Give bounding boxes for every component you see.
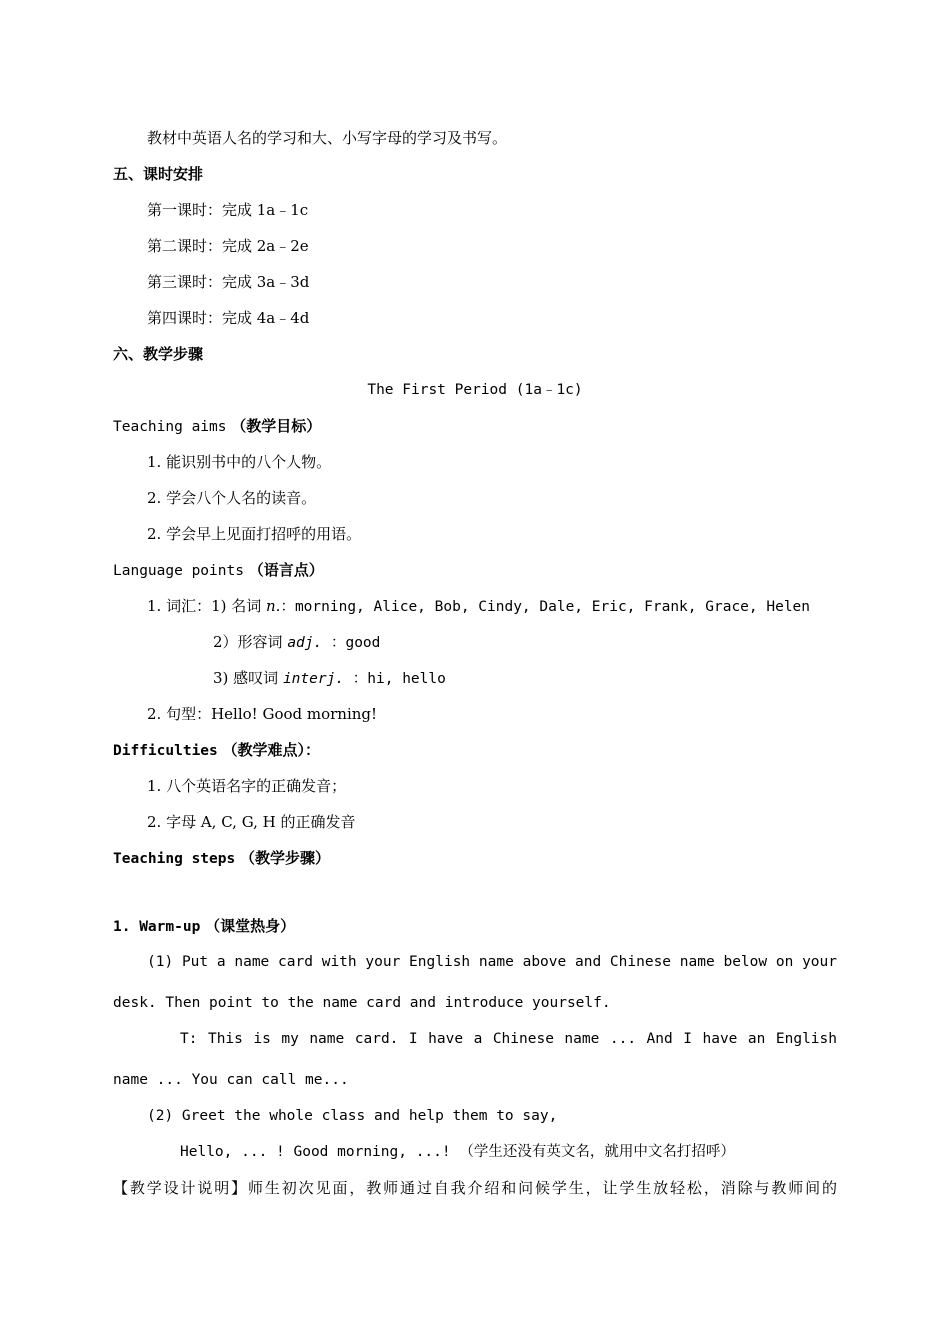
schedule-item-2: 第二课时：完成 2a﹣2e bbox=[147, 237, 309, 255]
warmup-teacher-line1: T: This is my name card. I have a Chinese name ... And I have an English bbox=[180, 1031, 837, 1047]
language-points-heading-cn: （语言点） bbox=[248, 561, 324, 579]
sentence-pattern: 2. 句型：Hello! Good morning! bbox=[147, 705, 378, 723]
aim-item-3: 2. 学会早上见面打招呼的用语。 bbox=[147, 525, 362, 543]
teaching-steps-heading-cn: （教学步骤） bbox=[240, 849, 331, 867]
teaching-steps-heading-en: Teaching steps bbox=[113, 851, 236, 867]
vocab-interj-line bbox=[213, 668, 446, 689]
section4-text: 教材中英语人名的学习和大、小写字母的学习及书写。 bbox=[147, 129, 508, 147]
schedule-item-1: 第一课时：完成 1a﹣1c bbox=[147, 201, 309, 219]
aim-item-2: 2. 学会八个人名的读音。 bbox=[147, 489, 317, 507]
section5-heading: 五、课时安排 bbox=[113, 165, 204, 183]
teaching-aims-heading-cn: （教学目标） bbox=[231, 417, 322, 435]
vocab-prefix: 1. 词汇：1) 名词 bbox=[147, 597, 267, 615]
adj-words: ：good bbox=[322, 635, 381, 651]
language-points-heading-en: Language points bbox=[113, 563, 244, 579]
warmup-heading-cn: （课堂热身） bbox=[205, 917, 296, 935]
vocab-noun-line bbox=[147, 596, 810, 617]
warmup-p1-line1: (1) Put a name card with your English name above and Chinese name below on your bbox=[147, 954, 837, 970]
interj-prefix: 3) 感叹词 bbox=[213, 669, 283, 687]
section6-heading: 六、教学步骤 bbox=[113, 345, 204, 363]
aim-item-1: 1. 能识别书中的八个人物。 bbox=[147, 453, 332, 471]
noun-words: ：morning, Alice, Bob, Cindy, Dale, Eric, Frank, Grace, Helen bbox=[280, 599, 811, 615]
warmup-p2-line1: (2) Greet the whole class and help them to say, bbox=[147, 1108, 558, 1124]
difficulties-heading-en: Difficulties bbox=[113, 743, 218, 759]
schedule-item-4: 第四课时：完成 4a﹣4d bbox=[147, 309, 310, 327]
design-note: 【教学设计说明】师生初次见面，教师通过自我介绍和问候学生，让学生放轻松，消除与教师间的 bbox=[113, 1179, 837, 1197]
teaching-steps-heading bbox=[113, 848, 330, 869]
teaching-aims-heading bbox=[113, 416, 321, 437]
adj-pos: adj. bbox=[287, 635, 323, 651]
interj-pos: interj. bbox=[282, 671, 345, 687]
difficulties-heading-cn: （教学难点）： bbox=[222, 741, 321, 759]
warmup-p2-line2: Hello, ... ! Good morning, ...! （学生还没有英文名，就用中文名打招呼） bbox=[180, 1144, 735, 1160]
period-title: The First Period (1a﹣1c) bbox=[367, 382, 583, 398]
adj-prefix: 2）形容词 bbox=[213, 633, 288, 651]
difficulty-item-1: 1. 八个英语名字的正确发音； bbox=[147, 777, 347, 795]
language-points-heading bbox=[113, 560, 324, 581]
interj-words: ：hi, hello bbox=[344, 671, 446, 687]
difficulties-heading bbox=[113, 740, 320, 761]
warmup-p1-line2: desk. Then point to the name card and introduce yourself. bbox=[113, 995, 611, 1011]
warmup-heading bbox=[113, 916, 295, 937]
schedule-item-3: 第三课时：完成 3a﹣3d bbox=[147, 273, 310, 291]
warmup-teacher-line2: name ... You can call me... bbox=[113, 1072, 349, 1088]
vocab-adj-line bbox=[213, 632, 380, 653]
teaching-aims-heading-en: Teaching aims bbox=[113, 419, 227, 435]
warmup-heading-en: 1. Warm-up bbox=[113, 919, 201, 935]
noun-pos: n. bbox=[266, 597, 281, 615]
difficulty-item-2: 2. 字母 A, C, G, H 的正确发音 bbox=[147, 813, 356, 831]
